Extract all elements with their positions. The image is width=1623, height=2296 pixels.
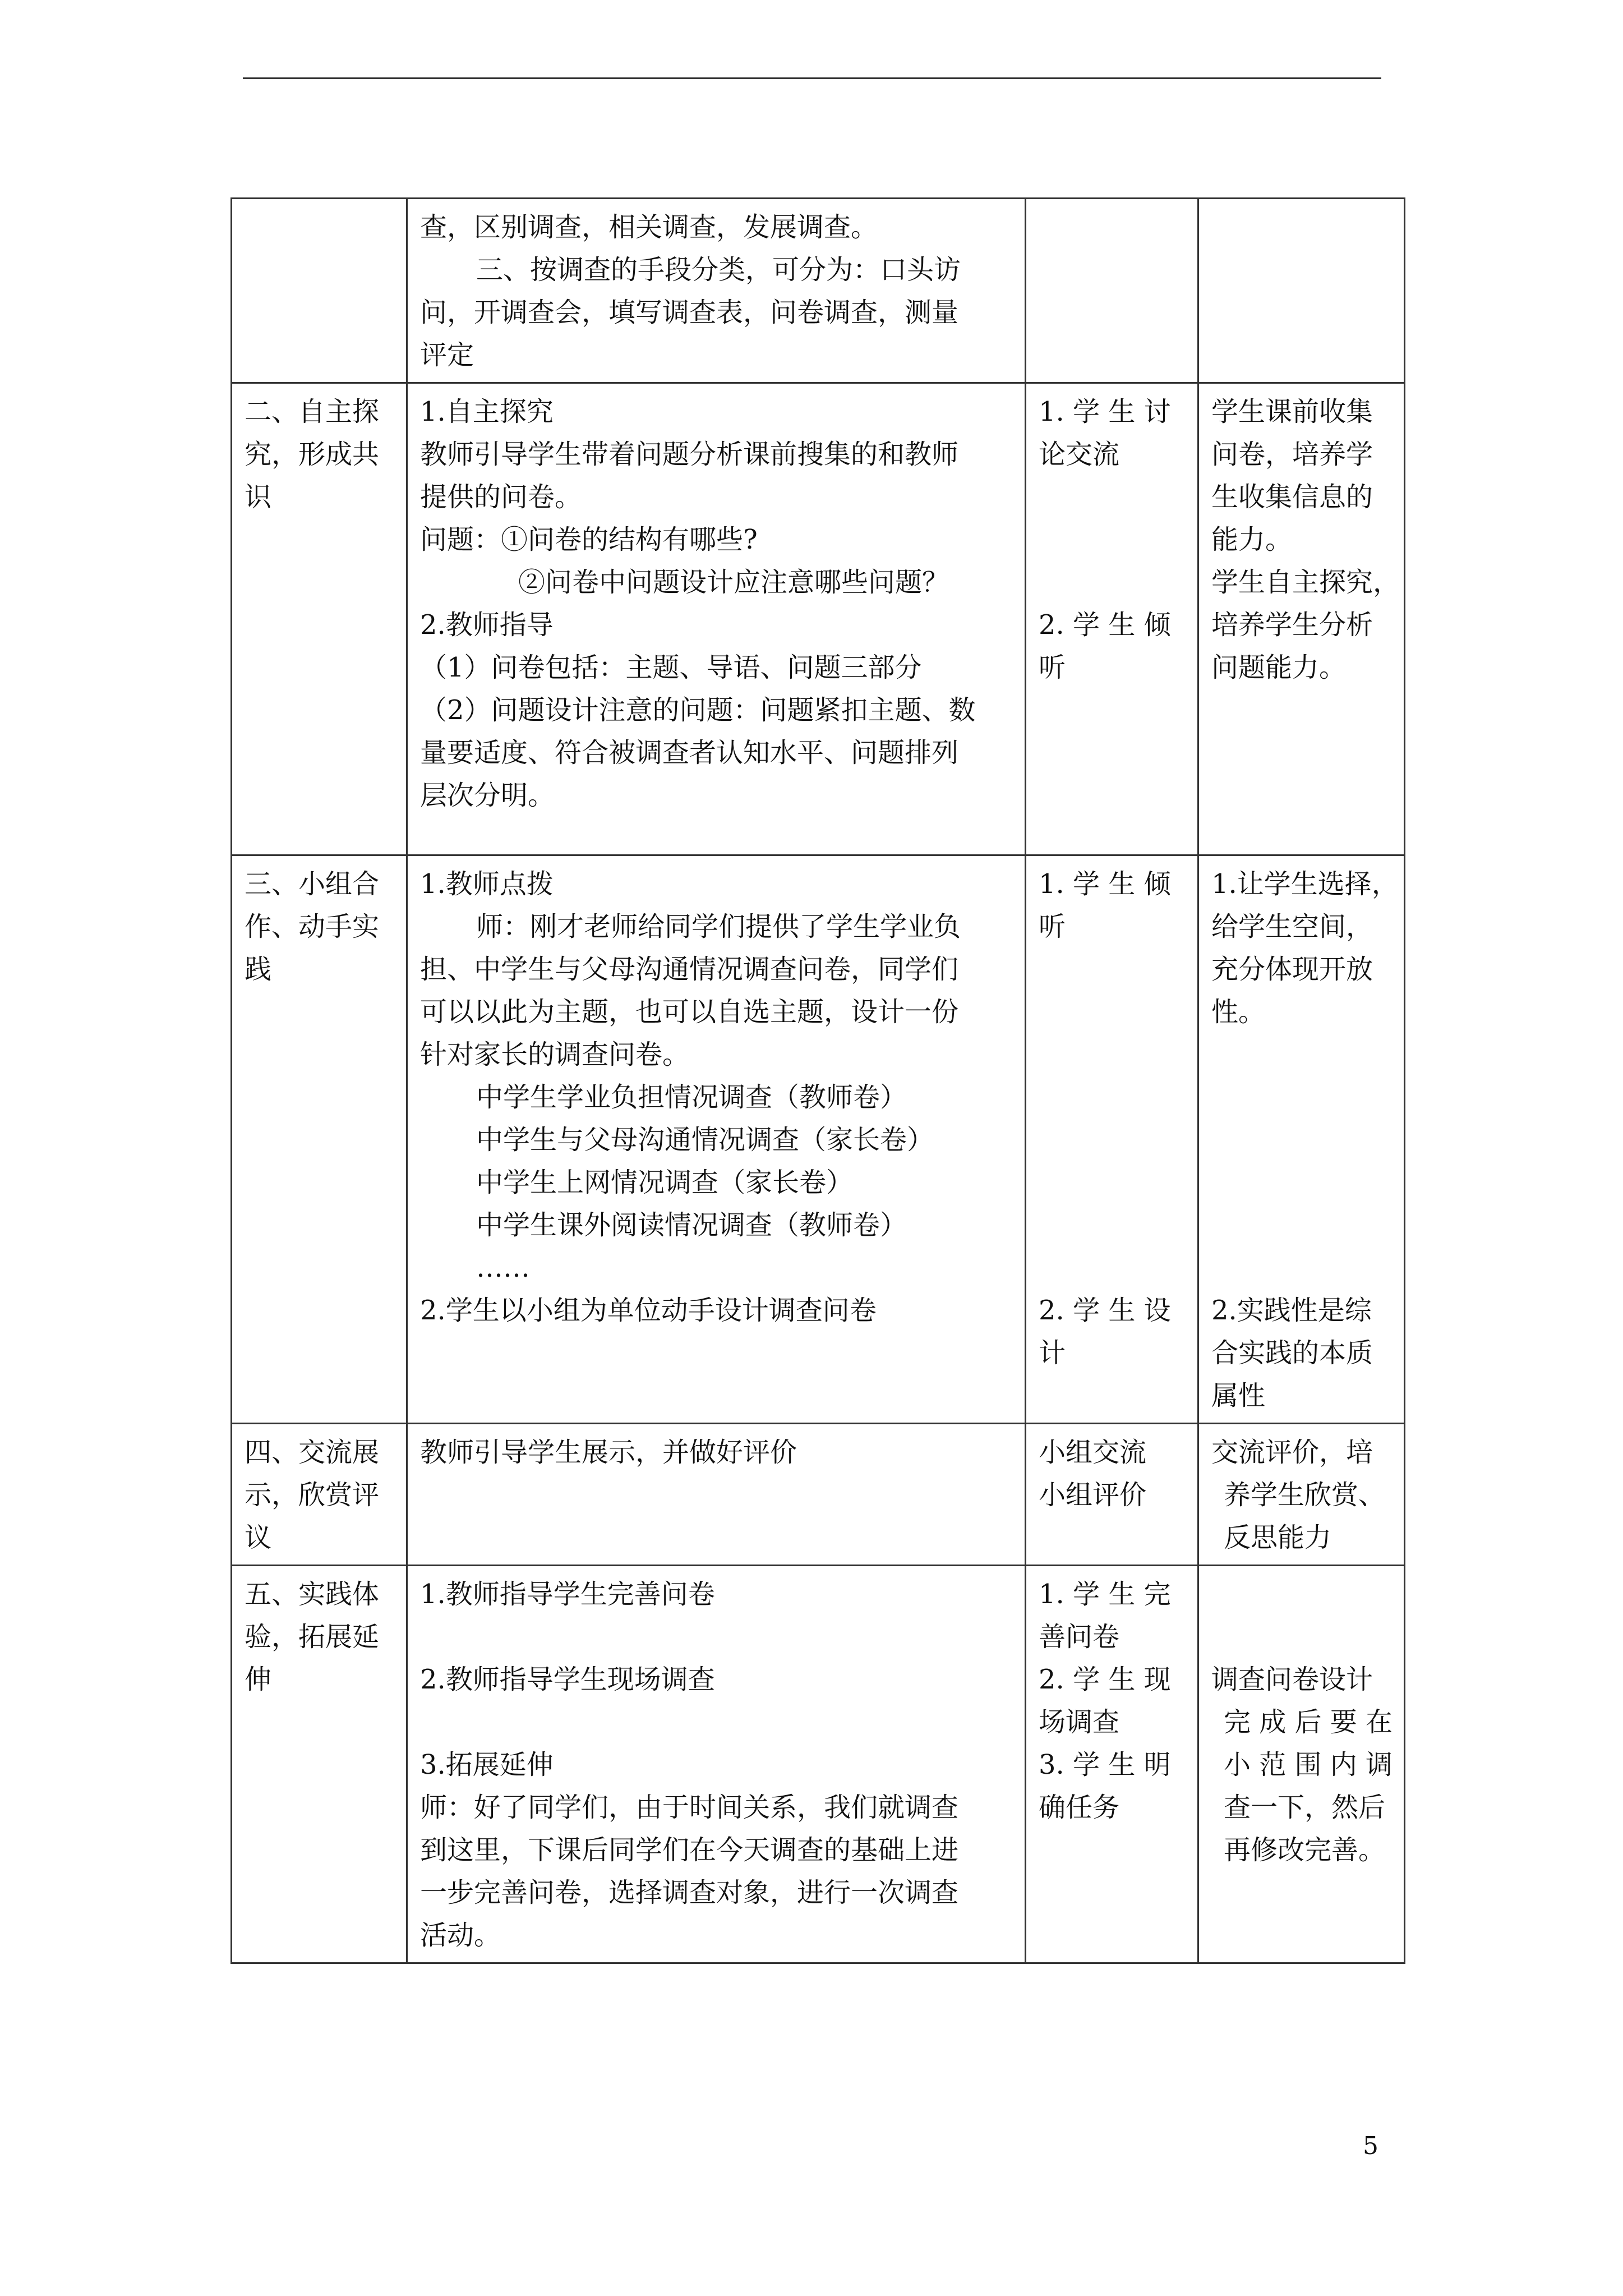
- stage-line: 践: [245, 954, 272, 985]
- content-line: 中学生课外阅读情况调查（教师卷）: [476, 1209, 907, 1241]
- design-intent-cell: [1198, 199, 1405, 383]
- content-line: 三、按调查的手段分类，可分为：口头访: [476, 254, 961, 286]
- content-line: 活动。: [420, 1920, 501, 1951]
- stage-line: 伸: [245, 1664, 272, 1695]
- student-line: 1. 学 生 讨: [1039, 396, 1171, 427]
- content-line: 提供的问卷。: [420, 481, 582, 513]
- intent-line: 查一下，然后: [1224, 1792, 1386, 1823]
- student-line: 2. 学 生 倾: [1039, 609, 1171, 641]
- intent-line: 性。: [1211, 996, 1266, 1028]
- intent-line: 小 范 围 内 调: [1224, 1749, 1393, 1780]
- content-line: 担、中学生与父母沟通情况调查问卷，同学们: [420, 954, 959, 985]
- content-line: 一步完善问卷，选择调查对象，进行一次调查: [420, 1877, 959, 1908]
- header-rule: [243, 77, 1381, 79]
- student-line: 善问卷: [1039, 1621, 1120, 1653]
- intent-line: 学生自主探究，: [1211, 567, 1400, 598]
- stage-cell: [232, 855, 407, 1424]
- lesson-plan-table: [230, 197, 1405, 1964]
- content-cell: [407, 383, 1026, 855]
- stage-line: 示，欣赏评: [245, 1479, 380, 1511]
- table-row: [232, 383, 1405, 855]
- stage-line: 三、小组合: [245, 868, 380, 900]
- content-line: 问题：①问卷的结构有哪些?: [420, 524, 758, 555]
- content-line: 可以以此为主题，也可以自选主题，设计一份: [420, 996, 959, 1028]
- student-line: 确任务: [1039, 1792, 1120, 1823]
- content-line: ②问卷中问题设计应注意哪些问题？: [518, 567, 949, 598]
- content-line: 层次分明。: [420, 780, 555, 811]
- intent-line: 1.让学生选择，: [1211, 868, 1399, 900]
- intent-line: 生收集信息的: [1211, 481, 1373, 513]
- student-line: 小组交流: [1039, 1437, 1147, 1468]
- intent-line: 完 成 后 要 在: [1224, 1706, 1393, 1738]
- content-line: 2.学生以小组为单位动手设计调查问卷: [420, 1295, 877, 1326]
- table-row: [232, 1424, 1405, 1566]
- student-line: 2. 学 生 设: [1039, 1295, 1171, 1326]
- stage-line: 五、实践体: [245, 1579, 380, 1610]
- intent-line: 给学生空间，: [1211, 911, 1373, 942]
- content-line: 2.教师指导学生现场调查: [420, 1664, 715, 1695]
- intent-line: 培养学生分析: [1211, 609, 1373, 641]
- content-line: 师：刚才老师给同学们提供了学生学业负: [476, 911, 961, 942]
- intent-line: 养学生欣赏、: [1224, 1479, 1386, 1511]
- design-intent-cell: [1198, 855, 1405, 1424]
- content-line: 中学生学业负担情况调查（教师卷）: [476, 1082, 907, 1113]
- intent-line: 再修改完善。: [1224, 1834, 1386, 1866]
- content-line: 教师引导学生带着问题分析课前搜集的和教师: [420, 439, 959, 470]
- intent-line: 合实践的本质: [1211, 1337, 1373, 1369]
- student-line: 小组评价: [1039, 1479, 1147, 1511]
- content-cell: [407, 1566, 1026, 1963]
- content-line: 到这里，下课后同学们在今天调查的基础上进: [420, 1834, 959, 1866]
- content-line: 2.教师指导: [420, 609, 554, 641]
- student-activity-cell: [1026, 199, 1198, 383]
- page-number: 5: [1363, 2132, 1378, 2160]
- stage-line: 议: [245, 1522, 272, 1553]
- content-line: （1）问卷包括：主题、导语、问题三部分: [420, 652, 922, 683]
- content-line: ……: [476, 1252, 530, 1283]
- table-row: [232, 1566, 1405, 1963]
- content-line: 3.拓展延伸: [420, 1749, 554, 1780]
- content-line: 教师引导学生展示，并做好评价: [420, 1437, 797, 1468]
- student-activity-cell: [1026, 383, 1198, 855]
- intent-line: 调查问卷设计: [1211, 1664, 1373, 1695]
- content-line: 问，开调查会，填写调查表，问卷调查，测量: [420, 297, 959, 328]
- student-line: 场调查: [1039, 1706, 1120, 1738]
- student-line: 论交流: [1039, 439, 1120, 470]
- stage-cell: [232, 1566, 407, 1963]
- student-line: 计: [1039, 1337, 1066, 1369]
- student-activity-cell: [1026, 855, 1198, 1424]
- student-line: 1. 学 生 完: [1039, 1579, 1171, 1610]
- intent-line: 问题能力。: [1211, 652, 1347, 683]
- intent-line: 交流评价，培: [1211, 1437, 1373, 1468]
- content-cell: [407, 199, 1026, 383]
- content-line: （2）问题设计注意的问题：问题紧扣主题、数: [420, 694, 976, 726]
- content-line: 1.教师指导学生完善问卷: [420, 1579, 715, 1610]
- intent-line: 属性: [1211, 1380, 1266, 1411]
- design-intent-cell: [1198, 383, 1405, 855]
- stage-cell: [232, 383, 407, 855]
- content-line: 1.教师点拨: [420, 868, 554, 900]
- student-line: 听: [1039, 652, 1066, 683]
- stage-line: 二、自主探: [245, 396, 380, 427]
- content-cell: [407, 855, 1026, 1424]
- student-activity-cell: [1026, 1566, 1198, 1963]
- intent-line: 反思能力: [1224, 1522, 1332, 1553]
- student-activity-cell: [1026, 1424, 1198, 1566]
- content-line: 师：好了同学们，由于时间关系，我们就调查: [420, 1792, 959, 1823]
- stage-cell: [232, 199, 407, 383]
- intent-line: 2.实践性是综: [1211, 1295, 1372, 1326]
- stage-cell: [232, 1424, 407, 1566]
- intent-line: 问卷，培养学: [1211, 439, 1373, 470]
- content-line: 查，区别调查，相关调查，发展调查。: [420, 211, 878, 243]
- intent-line: 充分体现开放: [1211, 954, 1373, 985]
- student-line: 听: [1039, 911, 1066, 942]
- content-line: 针对家长的调查问卷。: [420, 1039, 690, 1070]
- intent-line: 能力。: [1211, 524, 1293, 555]
- content-line: 中学生与父母沟通情况调查（家长卷）: [476, 1124, 934, 1156]
- student-line: 1. 学 生 倾: [1039, 868, 1171, 900]
- table-row: [232, 855, 1405, 1424]
- table-row: [232, 199, 1405, 383]
- content-line: 评定: [420, 339, 474, 371]
- student-line: 2. 学 生 现: [1039, 1664, 1171, 1695]
- stage-line: 作、动手实: [245, 911, 380, 942]
- stage-line: 究，形成共: [245, 439, 380, 470]
- design-intent-cell: [1198, 1566, 1405, 1963]
- student-line: 3. 学 生 明: [1039, 1749, 1171, 1780]
- stage-line: 验，拓展延: [245, 1621, 380, 1653]
- stage-line: 识: [245, 481, 272, 513]
- content-line: 量要适度、符合被调查者认知水平、问题排列: [420, 737, 959, 769]
- content-line: 1.自主探究: [420, 396, 554, 427]
- design-intent-cell: [1198, 1424, 1405, 1566]
- intent-line: 学生课前收集: [1211, 396, 1373, 427]
- content-line: 中学生上网情况调查（家长卷）: [476, 1167, 854, 1198]
- stage-line: 四、交流展: [245, 1437, 380, 1468]
- content-cell: [407, 1424, 1026, 1566]
